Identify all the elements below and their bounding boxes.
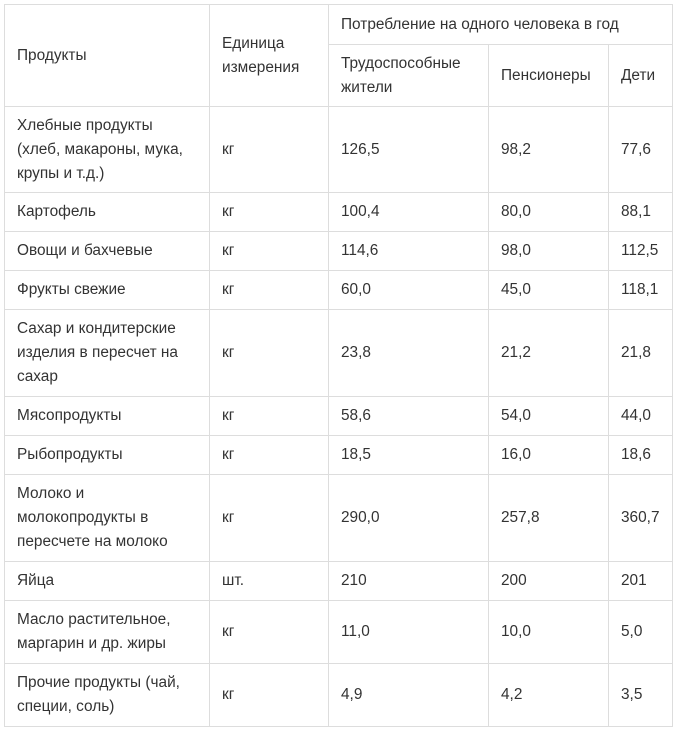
- children-cell: 112,5: [609, 232, 673, 271]
- table-row: [5, 436, 673, 475]
- children-cell: 118,1: [609, 271, 673, 310]
- table-row: [5, 310, 673, 397]
- pensioners-cell: 98,2: [489, 107, 609, 193]
- header-children: Дети: [609, 45, 673, 107]
- working-cell: 60,0: [329, 271, 489, 310]
- pensioners-cell: 21,2: [489, 310, 609, 397]
- header-unit: Единица измерения: [210, 5, 329, 107]
- table-row: [5, 271, 673, 310]
- unit-cell: кг: [210, 310, 329, 397]
- table-row: [5, 475, 673, 562]
- pensioners-cell: 4,2: [489, 664, 609, 727]
- pensioners-cell: 45,0: [489, 271, 609, 310]
- unit-cell: кг: [210, 271, 329, 310]
- working-cell: 4,9: [329, 664, 489, 727]
- pensioners-cell: 80,0: [489, 193, 609, 232]
- header-products: Продукты: [5, 5, 210, 107]
- children-cell: 77,6: [609, 107, 673, 193]
- product-cell: Мясопродукты: [5, 397, 210, 436]
- header-pensioners: Пенсионеры: [489, 45, 609, 107]
- pensioners-cell: 200: [489, 562, 609, 601]
- pensioners-cell: 16,0: [489, 436, 609, 475]
- working-cell: 210: [329, 562, 489, 601]
- working-cell: 18,5: [329, 436, 489, 475]
- unit-cell: кг: [210, 193, 329, 232]
- table-row: [5, 664, 673, 727]
- header-consumption-group: Потребление на одного человека в год: [329, 5, 673, 45]
- working-cell: 58,6: [329, 397, 489, 436]
- product-cell: Прочие продукты (чай, специи, соль): [5, 664, 210, 727]
- children-cell: 5,0: [609, 601, 673, 664]
- product-cell: Сахар и кондитерские изделия в пересчет на сахар: [5, 310, 210, 397]
- unit-cell: кг: [210, 436, 329, 475]
- unit-cell: кг: [210, 664, 329, 727]
- pensioners-cell: 98,0: [489, 232, 609, 271]
- product-cell: Яйца: [5, 562, 210, 601]
- children-cell: 88,1: [609, 193, 673, 232]
- children-cell: 201: [609, 562, 673, 601]
- unit-cell: кг: [210, 475, 329, 562]
- table-row: [5, 193, 673, 232]
- working-cell: 114,6: [329, 232, 489, 271]
- unit-cell: кг: [210, 397, 329, 436]
- table-row: [5, 232, 673, 271]
- working-cell: 100,4: [329, 193, 489, 232]
- header-row: [5, 5, 673, 45]
- children-cell: 3,5: [609, 664, 673, 727]
- pensioners-cell: 54,0: [489, 397, 609, 436]
- working-cell: 126,5: [329, 107, 489, 193]
- product-cell: Хлебные продукты (хлеб, макароны, мука, крупы и т.д.): [5, 107, 210, 193]
- working-cell: 290,0: [329, 475, 489, 562]
- working-cell: 11,0: [329, 601, 489, 664]
- product-cell: Картофель: [5, 193, 210, 232]
- unit-cell: кг: [210, 601, 329, 664]
- unit-cell: кг: [210, 107, 329, 193]
- pensioners-cell: 10,0: [489, 601, 609, 664]
- table-row: [5, 601, 673, 664]
- children-cell: 18,6: [609, 436, 673, 475]
- children-cell: 360,7: [609, 475, 673, 562]
- table-row: [5, 107, 673, 193]
- product-cell: Масло растительное, маргарин и др. жиры: [5, 601, 210, 664]
- unit-cell: кг: [210, 232, 329, 271]
- pensioners-cell: 257,8: [489, 475, 609, 562]
- unit-cell: шт.: [210, 562, 329, 601]
- working-cell: 23,8: [329, 310, 489, 397]
- children-cell: 44,0: [609, 397, 673, 436]
- product-cell: Молоко и молокопродукты в пересчете на молоко: [5, 475, 210, 562]
- header-working: Трудоспособные жители: [329, 45, 489, 107]
- product-cell: Овощи и бахчевые: [5, 232, 210, 271]
- children-cell: 21,8: [609, 310, 673, 397]
- consumption-table: [4, 4, 673, 727]
- table-row: [5, 562, 673, 601]
- product-cell: Рыбопродукты: [5, 436, 210, 475]
- table-row: [5, 397, 673, 436]
- product-cell: Фрукты свежие: [5, 271, 210, 310]
